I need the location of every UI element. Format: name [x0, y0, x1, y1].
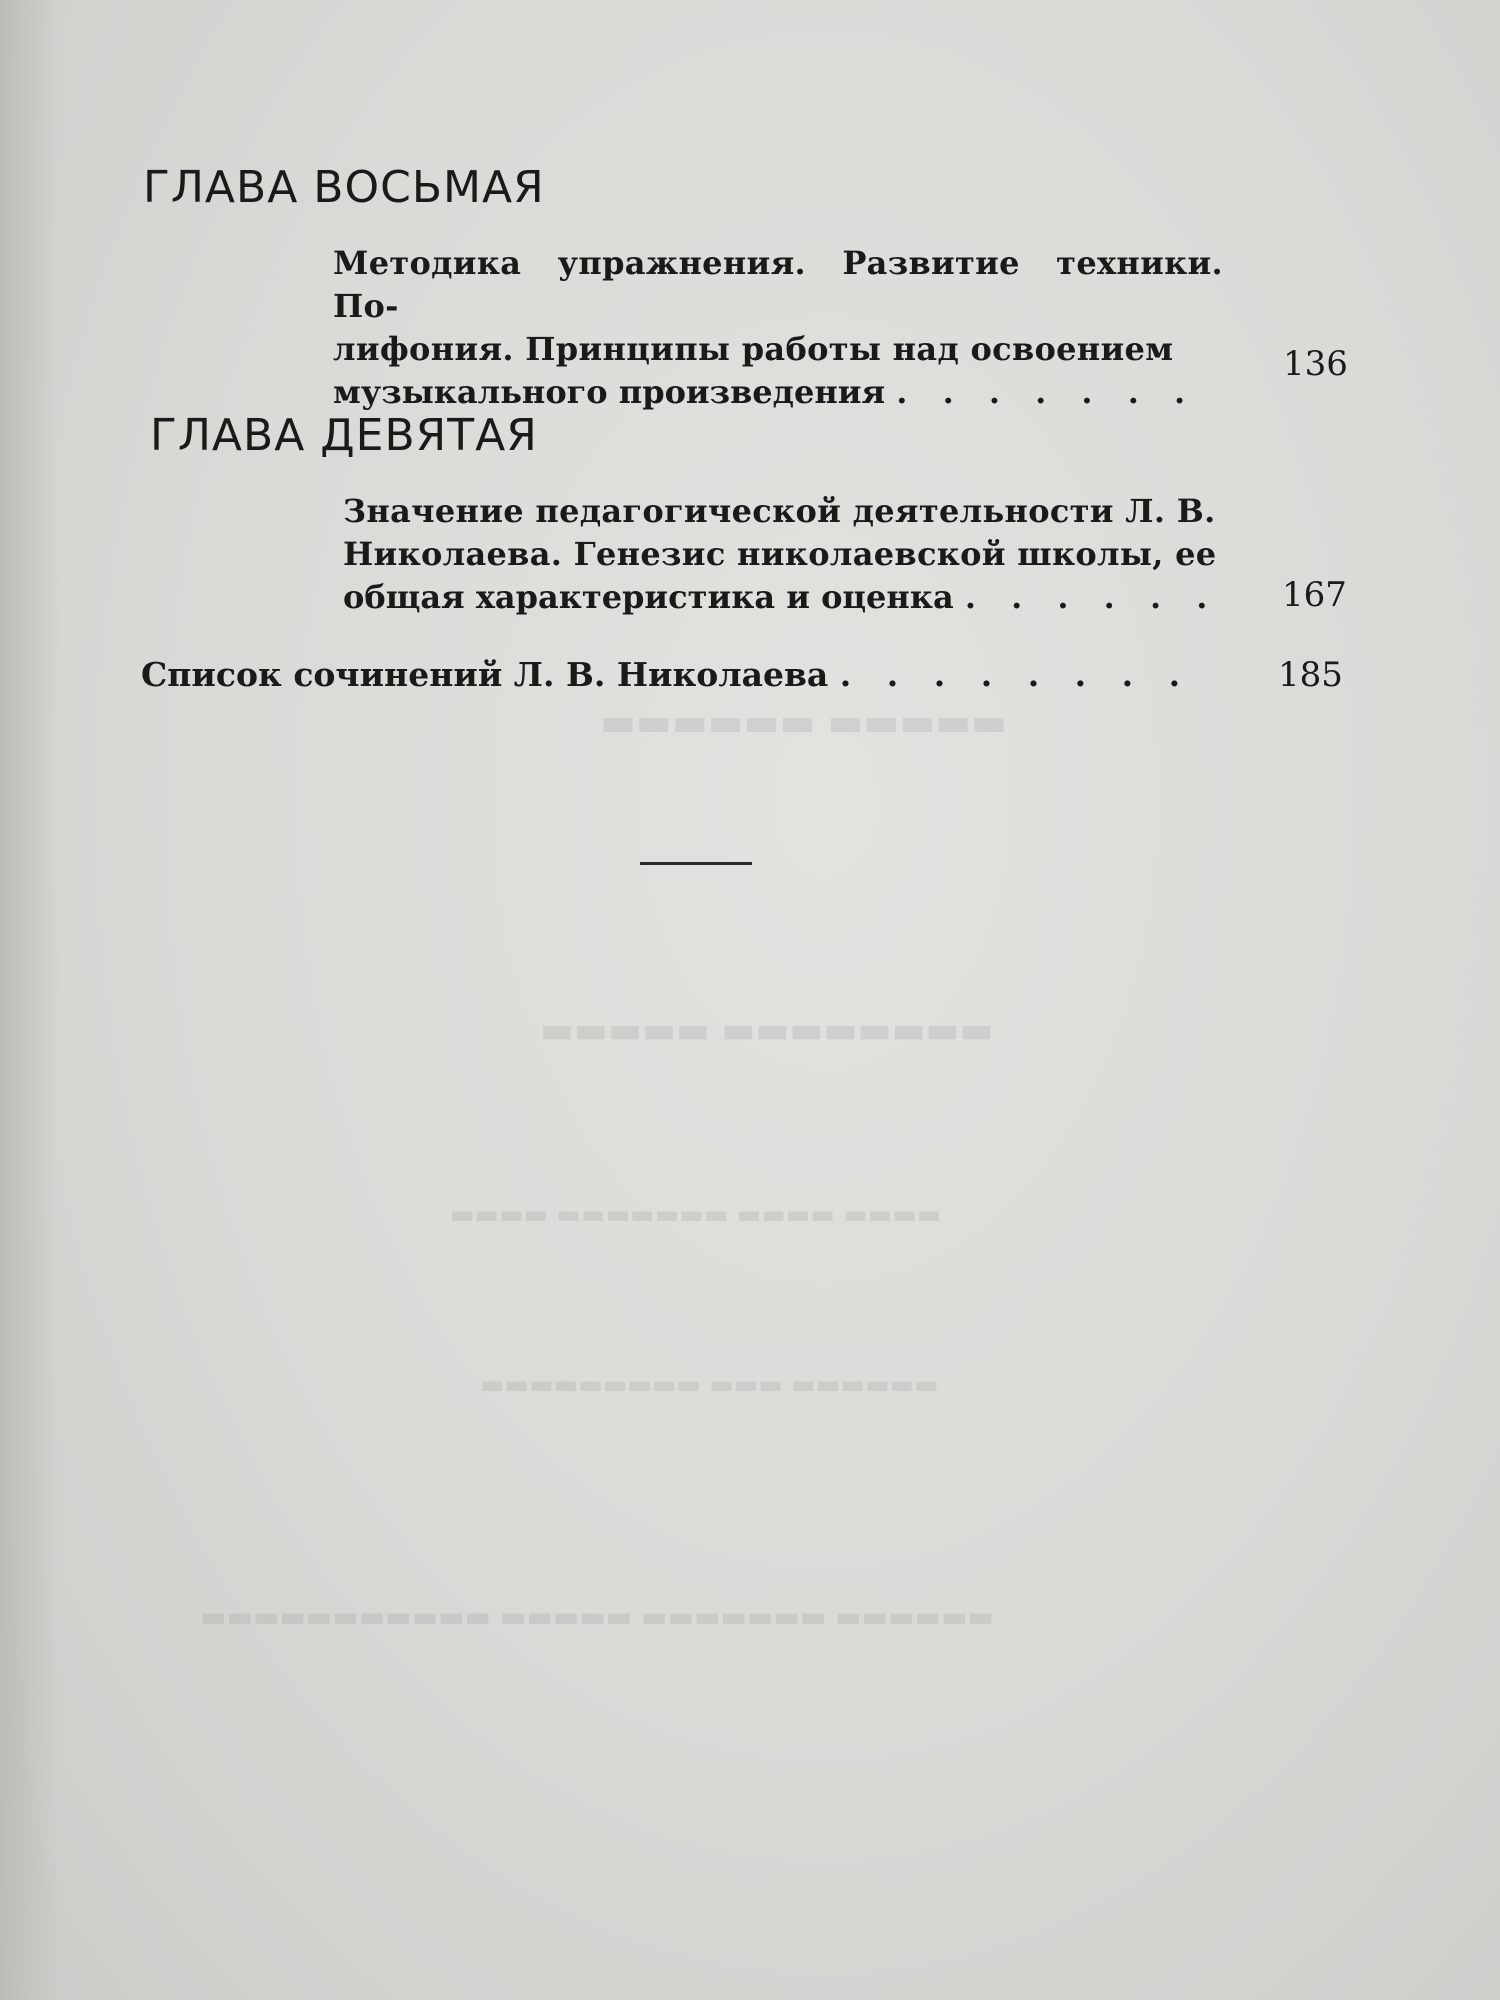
bleed-through-text: ▬▬▬▬▬ ▬▬▬▬▬▬ — [600, 700, 1008, 744]
chapter-9-line-1: Значение педагогической деятельности Л. В. — [343, 492, 1216, 530]
chapter-8-line-1: Методика упражнения. Развитие техники. По- — [333, 244, 1223, 325]
chapter-9-line-3 — [343, 576, 1233, 619]
bleed-through-text: ▬▬▬▬▬▬ ▬▬▬ ▬▬▬▬▬▬▬▬▬ — [480, 1370, 939, 1400]
chapter-9-entry — [343, 490, 1233, 619]
chapter-9-line-3-text: общая характеристика и оценка — [343, 578, 954, 616]
end-rule — [640, 862, 752, 865]
bleed-through-text: ▬▬▬▬ ▬▬▬▬ ▬▬▬▬▬▬▬ ▬▬▬▬ — [450, 1200, 942, 1230]
chapter-8-line-3-text: музыкального произведения — [333, 373, 886, 411]
leader-dots: . . . . . . . — [896, 373, 1198, 411]
chapter-8-page-number: 136 — [1283, 344, 1348, 384]
chapter-8-heading: ГЛАВА ВОСЬМАЯ — [143, 162, 545, 213]
works-list-page-number: 185 — [1278, 655, 1343, 695]
spine-shadow — [0, 0, 60, 2000]
chapter-8-entry — [333, 242, 1223, 414]
chapter-9-page-number: 167 — [1282, 575, 1347, 615]
bleed-through-text: ▬▬▬▬▬▬▬▬ ▬▬▬▬▬ — [540, 1010, 994, 1051]
chapter-9-heading: ГЛАВА ДЕВЯТАЯ — [150, 410, 538, 461]
chapter-9-line-2: Николаева. Генезис николаевской школы, ее — [343, 535, 1217, 573]
leader-dots: . . . . . . — [964, 578, 1220, 616]
works-list-entry — [141, 655, 1192, 694]
chapter-8-line-3 — [333, 371, 1223, 414]
chapter-8-line-2: лифония. Принципы работы над освоением — [333, 330, 1174, 368]
works-list-label: Список сочинений Л. В. Николаева — [141, 655, 829, 694]
bleed-through-text: ▬▬▬▬▬▬ ▬▬▬▬▬▬▬ ▬▬▬▬▬ ▬▬▬▬▬▬▬▬▬▬▬ — [200, 1600, 994, 1633]
leader-dots: . . . . . . . . — [839, 655, 1193, 694]
